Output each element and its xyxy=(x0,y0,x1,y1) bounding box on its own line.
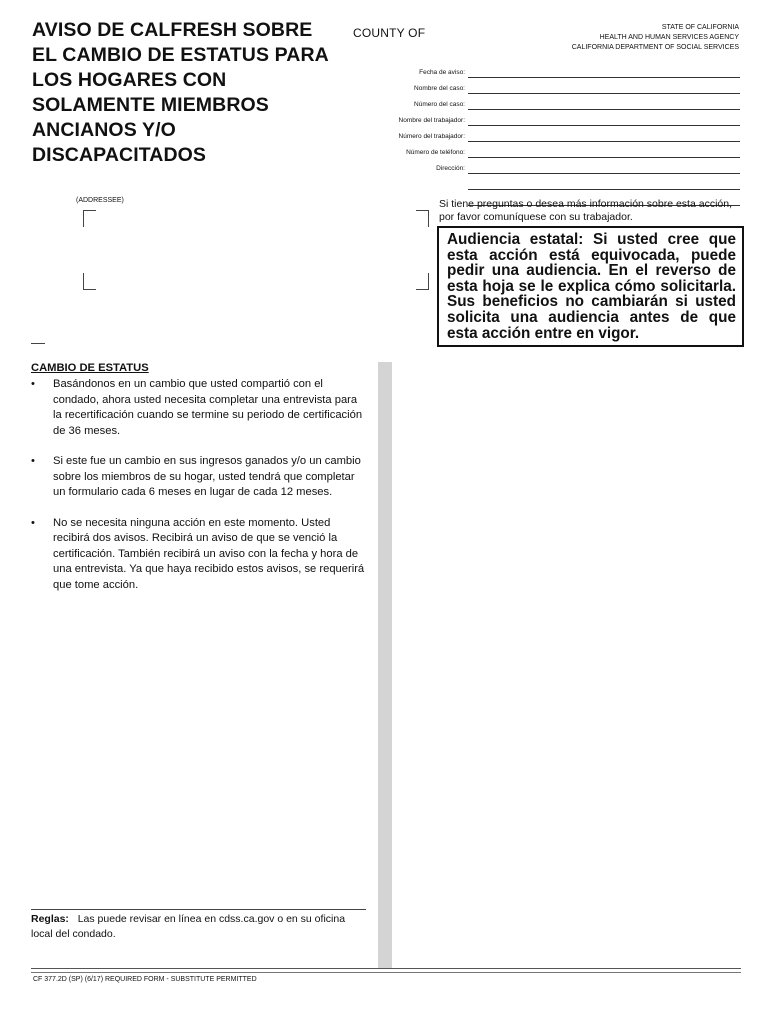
bullet-text: Si este fue un cambio en sus ingresos ganados y/o un cambio sobre los miembros de su hogar, usted tendrá que completar un formulario cada 6 meses en lugar de cada 12 meses. xyxy=(53,455,361,498)
bullet-icon: • xyxy=(31,378,35,390)
case-info-fields xyxy=(380,62,740,206)
field-line[interactable] xyxy=(468,99,740,110)
fold-mark xyxy=(31,343,45,344)
contact-info-text: Si tiene preguntas o desea más información sobre esta acción, por favor comuníquese con su trabajador. xyxy=(439,198,733,223)
title-line: AVISO DE CALFRESH SOBRE xyxy=(32,19,313,41)
address-window-corner xyxy=(83,210,96,227)
agency-line: CALIFORNIA DEPARTMENT OF SOCIAL SERVICES xyxy=(571,44,739,51)
addressee-label: (ADDRESSEE) xyxy=(76,197,124,204)
field-worker-number[interactable] xyxy=(380,126,740,142)
rules-label: Reglas: xyxy=(31,913,69,925)
bullet-text: No se necesita ninguna acción en este momento. Usted recibirá dos avisos. Recibirá un aviso de que se venció la certificación. También recibirá un aviso con la fecha y hora de una entrevista. Ya que haya recibido estos avisos, se requerirá que tome acción. xyxy=(53,516,365,591)
title-line: LOS HOGARES CON xyxy=(32,69,227,91)
field-label: Nombre del trabajador: xyxy=(398,117,465,124)
field-label: Número del caso: xyxy=(414,101,465,108)
section-title: CAMBIO DE ESTATUS xyxy=(31,362,149,374)
bullet-icon: • xyxy=(31,455,35,467)
title-line: EL CAMBIO DE ESTATUS PARA xyxy=(32,44,329,66)
address-window-corner xyxy=(416,210,429,227)
rules-text: Las puede revisar en línea en cdss.ca.gov o en su oficina local del condado. xyxy=(31,913,346,940)
bullet-text: Basándonos en un cambio que usted compartió con el condado, ahora usted necesita completar una entrevista para la recertificación cuando se termine su periodo de certificación de 36 meses. xyxy=(53,378,363,437)
field-line[interactable] xyxy=(468,163,740,174)
address-line-2[interactable] xyxy=(468,189,740,190)
field-line[interactable] xyxy=(468,131,740,142)
list-item xyxy=(31,516,366,594)
bullet-icon: • xyxy=(31,516,35,529)
field-worker-name[interactable] xyxy=(380,110,740,126)
form-footer: CF 377.2D (SP) (6/17) REQUIRED FORM - SUBSTITUTE PERMITTED xyxy=(33,976,257,983)
address-window-corner xyxy=(83,273,96,290)
state-hearing-box: Audiencia estatal: Si usted cree que esta acción está equivocada, puede pedir una audiencia. En el reverso de esta hoja se le explica cómo solicitarla. Sus beneficios no cambiarán si usted solicita una audiencia antes de que esta acción entre en vigor. xyxy=(437,226,744,347)
title-line: ANCIANOS Y/O xyxy=(32,119,176,141)
field-phone-number[interactable] xyxy=(380,142,740,158)
field-line[interactable] xyxy=(468,83,740,94)
agency-header xyxy=(572,23,739,53)
title-line: SOLAMENTE MIEMBROS xyxy=(32,94,269,116)
field-address[interactable] xyxy=(380,158,740,174)
footer-divider xyxy=(31,972,741,973)
page-title xyxy=(32,18,352,168)
agency-line: STATE OF CALIFORNIA xyxy=(661,24,739,31)
agency-line: HEALTH AND HUMAN SERVICES AGENCY xyxy=(599,34,739,41)
title-line: DISCAPACITADOS xyxy=(32,144,207,166)
field-line[interactable] xyxy=(468,115,740,126)
field-case-name[interactable] xyxy=(380,78,740,94)
footer-divider xyxy=(31,968,741,969)
list-item xyxy=(31,377,366,439)
field-label: Fecha de aviso: xyxy=(419,69,465,76)
field-notice-date[interactable] xyxy=(380,62,740,78)
field-case-number[interactable] xyxy=(380,94,740,110)
field-label: Número del trabajador: xyxy=(398,133,465,140)
field-line[interactable] xyxy=(468,147,740,158)
county-label: COUNTY OF xyxy=(353,26,426,40)
column-divider-bar xyxy=(378,362,392,968)
rules-note xyxy=(31,909,366,941)
field-line[interactable] xyxy=(468,67,740,78)
field-label: Nombre del caso: xyxy=(414,85,465,92)
field-label: Dirección: xyxy=(436,165,465,172)
address-window-corner xyxy=(416,273,429,290)
field-label: Número de teléfono: xyxy=(406,149,465,156)
list-item xyxy=(31,454,366,501)
bullet-list xyxy=(31,377,366,608)
